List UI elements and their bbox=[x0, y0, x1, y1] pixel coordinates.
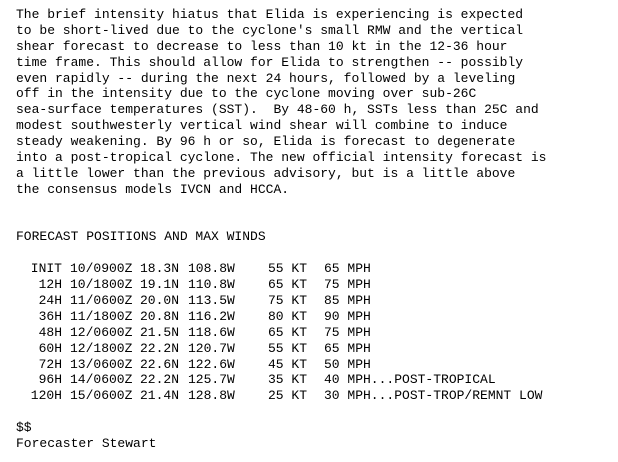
forecast-wind-kt: 45 KT bbox=[268, 356, 308, 372]
paragraph-line: The brief intensity hiatus that Elida is experiencing is expected bbox=[16, 7, 524, 22]
paragraph-line: the consensus models IVCN and HCCA. bbox=[16, 181, 290, 197]
forecast-longitude: 108.8W bbox=[188, 261, 235, 277]
forecast-wind-mph: 30 MPH...POST-TROP/REMNT LOW bbox=[324, 388, 543, 404]
forecast-latitude: 22.6N bbox=[140, 356, 180, 372]
paragraph-line: off in the intensity due to the cyclone moving over sub-26C bbox=[16, 86, 477, 102]
forecast-latitude: 20.0N bbox=[140, 293, 180, 309]
forecast-wind-mph: 50 MPH bbox=[324, 356, 371, 372]
forecast-row bbox=[16, 277, 616, 293]
forecast-valid-time: 15/0600Z bbox=[70, 388, 133, 404]
forecast-longitude: 116.2W bbox=[188, 308, 235, 324]
forecast-wind-kt: 25 KT bbox=[268, 388, 308, 404]
forecast-wind-mph: 75 MPH bbox=[324, 277, 371, 293]
spacer bbox=[16, 245, 616, 261]
forecast-wind-mph: 65 MPH bbox=[324, 340, 371, 356]
forecast-discussion-document bbox=[16, 7, 616, 452]
forecast-row bbox=[16, 261, 616, 277]
paragraph-line: modest southwesterly vertical wind shear will combine to induce bbox=[16, 118, 508, 134]
forecast-valid-time: 14/0600Z bbox=[70, 372, 133, 388]
forecast-wind-mph: 75 MPH bbox=[324, 324, 371, 340]
paragraph-line: to be short-lived due to the cyclone's small RMW and the vertical bbox=[16, 22, 524, 38]
forecast-valid-time: 12/0600Z bbox=[70, 324, 133, 340]
forecast-row bbox=[16, 372, 616, 388]
paragraph-line: sea-surface temperatures (SST). By 48-60 h, SSTs less than 25C and bbox=[16, 102, 539, 118]
forecast-hour-label: INIT bbox=[30, 261, 62, 277]
forecast-latitude: 19.1N bbox=[140, 277, 180, 293]
forecast-wind-mph: 65 MPH bbox=[324, 261, 371, 277]
forecast-hour-label: 96H bbox=[38, 372, 62, 388]
forecast-latitude: 21.5N bbox=[140, 324, 180, 340]
forecast-latitude: 22.2N bbox=[140, 340, 180, 356]
forecast-valid-time: 11/1800Z bbox=[70, 308, 133, 324]
forecast-wind-kt: 65 KT bbox=[268, 324, 308, 340]
forecast-wind-mph: 85 MPH bbox=[324, 293, 371, 309]
forecast-valid-time: 12/1800Z bbox=[70, 340, 133, 356]
forecast-table bbox=[16, 261, 616, 404]
end-marker: $$ bbox=[16, 420, 32, 436]
discussion-paragraph bbox=[16, 7, 616, 198]
forecast-longitude: 118.6W bbox=[188, 324, 235, 340]
forecast-hour-label: 72H bbox=[38, 356, 62, 372]
forecast-wind-kt: 55 KT bbox=[268, 340, 308, 356]
forecast-wind-mph: 90 MPH bbox=[324, 308, 371, 324]
forecast-row bbox=[16, 341, 616, 357]
forecast-hour-label: 60H bbox=[38, 340, 62, 356]
forecast-hour-label: 36H bbox=[38, 308, 62, 324]
forecaster-signature: Forecaster Stewart bbox=[16, 436, 157, 452]
forecast-wind-kt: 55 KT bbox=[268, 261, 308, 277]
paragraph-line: steady weakening. By 96 h or so, Elida is forecast to degenerate bbox=[16, 134, 516, 150]
forecast-longitude: 125.7W bbox=[188, 372, 235, 388]
paragraph-line: even rapidly -- during the next 24 hours, followed by a leveling bbox=[16, 70, 516, 86]
forecast-wind-kt: 35 KT bbox=[268, 372, 308, 388]
forecast-valid-time: 10/1800Z bbox=[70, 277, 133, 293]
forecast-latitude: 18.3N bbox=[140, 261, 180, 277]
forecast-row bbox=[16, 309, 616, 325]
forecast-row bbox=[16, 388, 616, 404]
forecast-hour-label: 120H bbox=[30, 388, 62, 404]
forecast-longitude: 110.8W bbox=[188, 277, 235, 293]
forecast-hour-label: 24H bbox=[38, 293, 62, 309]
forecast-wind-kt: 75 KT bbox=[268, 293, 308, 309]
forecast-longitude: 128.8W bbox=[188, 388, 235, 404]
spacer bbox=[16, 404, 616, 420]
forecast-hour-label: 12H bbox=[38, 277, 62, 293]
forecast-longitude: 122.6W bbox=[188, 356, 235, 372]
spacer bbox=[16, 214, 616, 230]
forecast-row bbox=[16, 357, 616, 373]
spacer bbox=[16, 198, 616, 214]
paragraph-line: time frame. This should allow for Elida to strengthen -- possibly bbox=[16, 54, 524, 70]
forecast-row bbox=[16, 293, 616, 309]
paragraph-line: into a post-tropical cyclone. The new official intensity forecast is bbox=[16, 150, 547, 166]
forecast-wind-kt: 80 KT bbox=[268, 308, 308, 324]
forecast-latitude: 20.8N bbox=[140, 308, 180, 324]
forecast-row bbox=[16, 325, 616, 341]
paragraph-line: a little lower than the previous advisory, but is a little above bbox=[16, 165, 516, 181]
forecast-longitude: 120.7W bbox=[188, 340, 235, 356]
forecast-valid-time: 10/0900Z bbox=[70, 261, 133, 277]
forecast-wind-kt: 65 KT bbox=[268, 277, 308, 293]
forecast-longitude: 113.5W bbox=[188, 293, 235, 309]
forecast-hour-label: 48H bbox=[38, 324, 62, 340]
paragraph-line: shear forecast to decrease to less than 10 kt in the 12-36 hour bbox=[16, 38, 508, 54]
forecast-heading: FORECAST POSITIONS AND MAX WINDS bbox=[16, 229, 266, 245]
forecast-latitude: 21.4N bbox=[140, 388, 180, 404]
forecast-valid-time: 13/0600Z bbox=[70, 356, 133, 372]
forecast-wind-mph: 40 MPH...POST-TROPICAL bbox=[324, 372, 496, 388]
forecast-valid-time: 11/0600Z bbox=[70, 293, 133, 309]
forecast-latitude: 22.2N bbox=[140, 372, 180, 388]
